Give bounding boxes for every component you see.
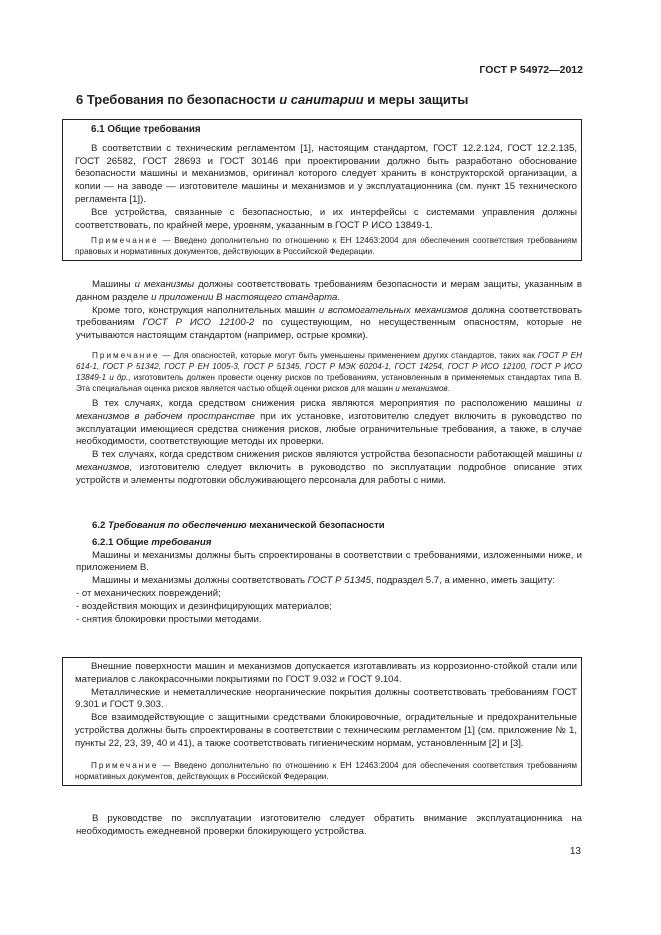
section-6-title-part: и меры защиты <box>363 92 469 107</box>
text-run-italic: и механизмов <box>76 449 582 473</box>
text-run-italic: и приложении В настоящего стандарта <box>151 291 338 303</box>
box1-paragraph-1: В соответствии с техническим регламентом [1], настоящим стандартом, ГОСТ 12.2.124, ГОСТ 12.2.135, ГОСТ 26582, ГОСТ 28693 и ГОСТ 30146 при проектировании должно быть разработано обоснование безопасности машины и механизмов, оригинал которого следует хранить в конструкторской организации, а копии — на заводе — изготовителе машины и механизмов и у эксплуатационника (см. пункт 15 технического регламента [1]). <box>75 142 577 205</box>
text-run: механической безопасности <box>246 520 385 531</box>
text-run: должны соответствовать требованиям безопасности и мерам защиты, указанным в данном разделе <box>76 279 582 303</box>
box1-note <box>75 235 577 257</box>
text-run-italic: требования <box>151 536 212 548</box>
text-run: 6.2.1 Общие <box>92 536 152 548</box>
surfaces-requirements-box <box>62 657 582 786</box>
box2-paragraph-1: Внешние поверхности машин и механизмов допускается изготавливать из коррозионно-стойкой стали или материалов с лакокрасочными покрытиями по ГОСТ 9.032 и ГОСТ 9.104. <box>75 661 577 685</box>
text-run: — Для опасностей, которые могут быть уменьшены применением других стандартов, таких как <box>159 350 538 360</box>
list-item: - от механических повреждений; <box>76 587 221 599</box>
subsection-6-1-heading: 6.1 Общие требования <box>91 124 201 135</box>
text-run-italic: и вспомогательных механизмов <box>318 304 468 316</box>
body-paragraph-1 <box>76 279 582 305</box>
standard-number: ГОСТ Р 54972—2012 <box>479 64 583 76</box>
text-run: В тех случаях, когда средством снижения риска являются мероприятия по расположению машины <box>92 397 577 409</box>
text-run-italic: ГОСТ Р ИСО 12100-2 <box>142 317 255 329</box>
section-6-title <box>76 92 468 107</box>
subsection-6-2-1-heading <box>76 537 582 550</box>
box2-note <box>75 760 577 782</box>
section-6-body <box>76 279 582 488</box>
note-text: — Введено дополнительно по отношению к ЕН 12463:2004 для обеспечения соответствия требованиям правовых и нормативных документов, действующих в Российской Федерации. <box>75 236 577 257</box>
text-run-italic: и механизмов <box>395 383 448 393</box>
list-item: - воздействия моющих и дезинфицирующих материалов; <box>76 600 332 612</box>
list-item: - снятия блокировки простыми методами. <box>76 613 262 625</box>
text-run-italic: и механизмов в рабочем пространстве <box>76 397 582 422</box>
spacer <box>76 343 582 347</box>
text-run-italic: Требования по обеспечению <box>108 520 247 531</box>
section-6-2 <box>76 520 582 626</box>
box1-paragraph-2: Все устройства, связанные с безопасностью, и их интерфейсы с системами управления должны соответствовать, по крайней мере, уровням, указанным в ГОСТ Р ИСО 13849-1. <box>75 206 577 231</box>
final-text: В руководстве по эксплуатации изготовителю следует обратить внимание эксплуатационника на необходимость ежедневной проверки блокирующего устройства. <box>76 813 582 837</box>
final-paragraph <box>76 813 582 839</box>
text-run-italic: ГОСТ Р 51345 <box>307 575 371 587</box>
section-6-2-paragraph-1: Машины и механизмы должны быть спроектированы в соответствии с требованиями, изложенными ниже, и приложением В. <box>76 549 582 574</box>
text-run: Машины и механизмы должны соответствовать <box>92 575 308 587</box>
text-run: , изготовителю следует включить в руководство по эксплуатации подробное описание этих устройств и элементы подготовки обслуживающего персонала для работы с ними. <box>76 461 582 486</box>
section-6-title-italic: и санитарии <box>279 92 364 107</box>
page-number: 13 <box>569 846 581 857</box>
box2-paragraph-2: Металлические и неметаллические неорганические покрытия должны соответствовать требованиям ГОСТ 9.301 и ГОСТ 9.303. <box>75 686 577 711</box>
text-run: . <box>447 383 450 393</box>
text-run-italic: ГОСТ Р ЕН 614-1, ГОСТ Р 51342, ГОСТ Р ЕН 1005-3, ГОСТ Р 51345, ГОСТ Р МЭК 60204-1, ГОСТ 14254, ГОСТ Р ИСО 12100, ГОСТ Р ИСО 13849-1 и др. <box>76 350 582 382</box>
text-run: Кроме того, конструкция наполнительных машин <box>92 304 319 316</box>
text-run: , подраздел 5.7, а именно, иметь защиту: <box>370 575 556 587</box>
text-run-italic: и механизмы <box>134 279 195 290</box>
general-requirements-box <box>62 119 582 261</box>
subsection-6-2-heading <box>76 520 582 533</box>
spacer <box>75 751 577 757</box>
section-6-2-paragraph-2 <box>76 575 582 588</box>
box2-paragraph-3: Все взаимодействующие с защитными средствами блокировочные, оградительные и предохранительные устройства должны быть спроектированы в соответствии с техническим регламентом [1] (см. приложение № 1, пункты 22, 23, 39, 40 и 41), а также соответствовать гигиеническим нормам, установленным [2] и [3]. <box>75 712 577 749</box>
note-label: Примечание <box>91 760 159 770</box>
text-run: . <box>337 291 341 303</box>
body-note <box>76 350 582 394</box>
text-run: по существующим, но несущественным опасностям, которые не учитываются настоящим стандартом (например, острые кромки). <box>76 317 582 342</box>
text-run: должна соответствовать требованиям <box>76 304 583 329</box>
text-run: 6.2 <box>92 520 109 531</box>
protection-list <box>76 588 582 626</box>
text-run: В тех случаях, когда средством снижения рисков являются устройства безопасности работающей машины <box>92 449 577 461</box>
text-run: , изготовитель должен провести оценку рисков по требованиям, установленным в применяемых стандартах типа В. Эта специальная оценка рисков является частью общей оценки рисков для машин <box>76 372 582 393</box>
body-paragraph-4 <box>76 449 582 487</box>
note-label: Примечание <box>92 350 160 360</box>
text-run: при их установке, изготовителю следует включить в руководство по эксплуатации имеющиеся средства снижения рисков, любые ограничительные требования, а также, в случае необходимости, соответствующие методы их проверки. <box>76 410 583 448</box>
body-paragraph-3 <box>76 398 582 449</box>
section-6-title-part: 6 Требования по безопасности <box>76 92 280 107</box>
note-label: Примечание <box>91 236 159 246</box>
note-text: — Введено дополнительно по отношению к ЕН 12463:2004 для обеспечения соответствия требованиям нормативных документов, действующих в Российской Федерации. <box>75 760 577 781</box>
body-paragraph-2 <box>76 305 582 343</box>
text-run: Машины <box>92 279 135 290</box>
